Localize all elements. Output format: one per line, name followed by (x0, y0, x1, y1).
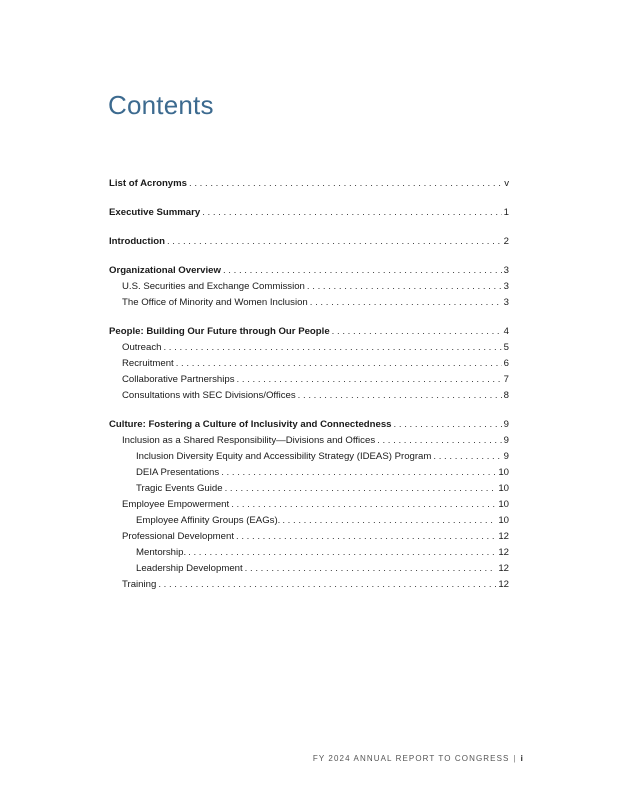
table-of-contents (109, 176, 509, 593)
toc-entry-label: Organizational Overview (109, 265, 221, 276)
toc-entry[interactable] (109, 545, 509, 561)
toc-entry[interactable] (109, 577, 509, 593)
dot-leader (394, 417, 502, 433)
footer-page-number: i (520, 754, 524, 763)
toc-entry[interactable] (109, 529, 509, 545)
dot-leader (163, 340, 501, 356)
dot-leader (236, 529, 496, 545)
toc-entry-page: 10 (498, 499, 509, 510)
toc-entry-page: 9 (503, 451, 509, 462)
toc-entry-label: Training (122, 579, 157, 590)
dot-leader (221, 465, 496, 481)
toc-entry-label: People: Building Our Future through Our People (109, 326, 330, 337)
toc-entry[interactable] (109, 449, 509, 465)
toc-entry-page: 4 (503, 326, 509, 337)
toc-entry-label: Leadership Development (136, 563, 243, 574)
toc-entry-page: v (504, 178, 509, 189)
toc-entry-label: Professional Development (122, 531, 234, 542)
toc-entry-label: U.S. Securities and Exchange Commission (122, 281, 305, 292)
toc-entry-page: 3 (503, 265, 509, 276)
toc-entry-page: 3 (503, 297, 509, 308)
page-title: Contents (108, 90, 214, 120)
footer-separator: | (513, 754, 517, 763)
dot-leader (176, 356, 502, 372)
toc-entry[interactable] (109, 561, 509, 577)
dot-leader (189, 176, 502, 192)
toc-entry[interactable] (109, 372, 509, 388)
dot-leader (298, 388, 502, 404)
dot-leader (282, 513, 496, 529)
toc-entry-label: Recruitment (122, 358, 174, 369)
toc-entry[interactable] (109, 497, 509, 513)
toc-entry[interactable] (109, 417, 509, 433)
toc-entry-label: List of Acronyms (109, 178, 188, 189)
toc-entry[interactable] (109, 465, 509, 481)
dot-leader (231, 497, 496, 513)
toc-entry-label: Outreach (122, 342, 162, 353)
toc-entry-label: Mentorship. (136, 547, 187, 558)
toc-entry[interactable] (109, 340, 509, 356)
toc-entry-label: Employee Empowerment (122, 499, 230, 510)
toc-entry[interactable] (109, 234, 509, 250)
dot-leader (245, 561, 497, 577)
toc-entry[interactable] (109, 388, 509, 404)
toc-entry-page: 8 (503, 390, 509, 401)
dot-leader (202, 205, 501, 221)
toc-entry-label: DEIA Presentations (136, 467, 220, 478)
toc-entry-page: 7 (503, 374, 509, 385)
toc-entry-label: Executive Summary (109, 207, 201, 218)
dot-leader (237, 372, 502, 388)
toc-entry-page: 5 (503, 342, 509, 353)
toc-entry-label: Inclusion as a Shared Responsibility—Divisions and Offices (122, 435, 376, 446)
toc-entry-label: Employee Affinity Groups (EAGs). (136, 515, 281, 526)
toc-entry[interactable] (109, 356, 509, 372)
dot-leader (188, 545, 496, 561)
toc-entry-label: The Office of Minority and Women Inclusion (122, 297, 308, 308)
toc-entry-page: 3 (503, 281, 509, 292)
toc-entry[interactable] (109, 324, 509, 340)
toc-entry-page: 9 (503, 419, 509, 430)
toc-entry-page: 2 (503, 236, 509, 247)
dot-leader (225, 481, 497, 497)
toc-entry[interactable] (109, 263, 509, 279)
toc-entry-page: 10 (498, 483, 509, 494)
toc-entry-page: 12 (498, 563, 509, 574)
toc-entry[interactable] (109, 513, 509, 529)
dot-leader (310, 295, 502, 311)
dot-leader (167, 234, 502, 250)
toc-entry-label: Tragic Events Guide (136, 483, 223, 494)
toc-entry[interactable] (109, 279, 509, 295)
toc-entry[interactable] (109, 295, 509, 311)
toc-entry-page: 10 (498, 467, 509, 478)
toc-entry[interactable] (109, 433, 509, 449)
toc-entry-page: 12 (498, 531, 509, 542)
footer-report-title: FY 2024 ANNUAL REPORT TO CONGRESS (312, 754, 510, 763)
page-footer (313, 754, 524, 763)
toc-entry-label: Inclusion Diversity Equity and Accessibility Strategy (IDEAS) Program (136, 451, 432, 462)
toc-entry[interactable] (109, 205, 509, 221)
dot-leader (223, 263, 502, 279)
dot-leader (377, 433, 502, 449)
toc-entry-label: Collaborative Partnerships (122, 374, 235, 385)
dot-leader (433, 449, 501, 465)
toc-entry-page: 12 (498, 579, 509, 590)
dot-leader (158, 577, 496, 593)
toc-entry-page: 10 (498, 515, 509, 526)
toc-entry[interactable] (109, 176, 509, 192)
toc-entry-label: Consultations with SEC Divisions/Offices (122, 390, 296, 401)
toc-entry[interactable] (109, 481, 509, 497)
toc-entry-page: 6 (503, 358, 509, 369)
toc-entry-label: Culture: Fostering a Culture of Inclusivity and Connectedness (109, 419, 392, 430)
toc-entry-page: 9 (503, 435, 509, 446)
toc-entry-page: 1 (503, 207, 509, 218)
dot-leader (307, 279, 502, 295)
toc-entry-page: 12 (498, 547, 509, 558)
dot-leader (332, 324, 502, 340)
toc-entry-label: Introduction (109, 236, 165, 247)
